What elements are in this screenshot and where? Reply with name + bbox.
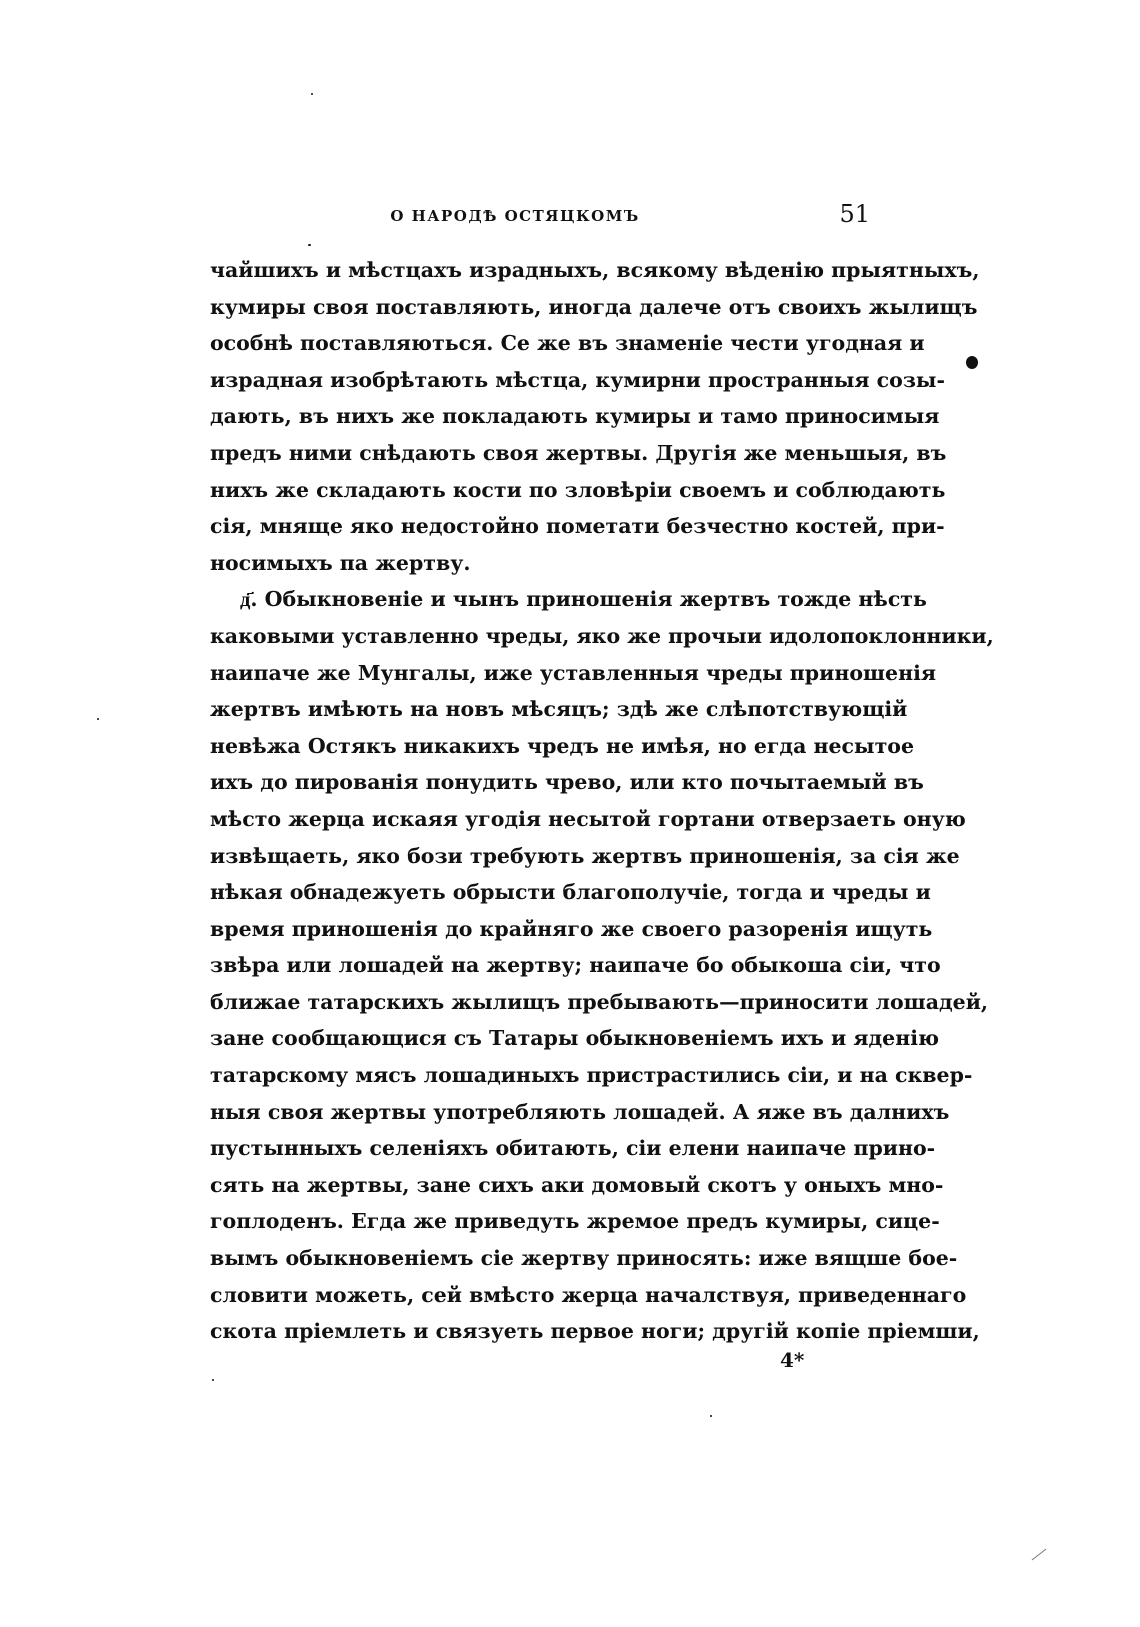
text-line: предъ ними снѣдають своя жертвы. Другія же меньшыя, въ [210,440,947,465]
text-line: извѣщаеть, яко бози требують жертвъ приношенія, за сія же [210,843,960,868]
text-line: татарскому мясъ лошадиныхъ пристрастились сіи, и на сквер- [210,1063,973,1088]
text-line: ныя своя жертвы употребляють лошадей. А яже въ далнихъ [210,1099,950,1124]
text-line: скота пріемлеть и связуеть первое ноги; другій копіе пріемши, [210,1319,980,1344]
dust-speck [97,718,99,720]
text-line: мѣсто жерца искаяя угодія несытой гортани отверзаеть оную [210,806,966,831]
text-line: гоплоденъ. Егда же приведуть жремое предъ кумиры, сице- [210,1209,940,1234]
dust-speck [710,1415,712,1417]
text-line: носимыхъ па жертву. [210,550,471,575]
text-line: зане сообщающися съ Татары обыкновеніемъ ихъ и яденію [210,1026,940,1051]
text-line: ихъ до пированія понудить чрево, или кто почытаемый въ [210,770,924,795]
signature-mark: 4* [780,1348,805,1372]
text-line: дають, въ нихъ же покладають кумиры и тамо приносимыя [210,404,940,429]
paragraph-start-line: д҃. Обыкновеніе и чынъ приношенія жертвъ тожде нѣсть [240,587,927,612]
text-line: израдная изобрѣтають мѣстца, кумирни пространныя созы- [210,367,945,392]
text-line: наипаче же Мунгалы, иже уставленныя чреды приношенія [210,660,937,685]
dust-speck [212,1379,214,1381]
text-line: вымъ обыкновеніемъ сіе жертву приносять: иже вящше бое- [210,1246,958,1271]
text-line: кумиры своя поставляють, иногда далече отъ своихъ жылищъ [210,294,978,319]
body-text [210,252,994,1350]
text-line: чайшихъ и мѣстцахъ израдныхъ, всякому вѣденію прыятныхъ, [210,258,980,282]
page-number: 51 [839,200,870,228]
ink-blot [966,356,978,369]
text-line: время приношенія до крайняго же своего разоренія ищуть [210,916,933,941]
text-line: нѣкая обнадежуеть обрысти благополучіе, тогда и чреды и [210,880,931,905]
text-line: жертвъ имѣють на новъ мѣсяцъ; здѣ же слѣпотствующій [210,697,908,722]
page-scratch [1032,1549,1047,1561]
text-line: нихъ же складають кости по зловѣріи своемъ и соблюдають [210,477,946,502]
text-line: звѣра или лошадей на жертву; наипаче бо обыкоша сіи, что [210,953,941,978]
text-line: пустынныхъ селеніяхъ обитають, сіи елени наипаче прино- [210,1136,936,1161]
dust-speck [311,93,313,95]
dust-speck [308,244,311,246]
running-title: О НАРОДѢ ОСТЯЦКОМЪ [390,207,640,225]
text-line: сія, мняще яко недостойно пометати безчестно костей, при- [210,514,945,539]
text-line: невѣжа Остякъ никакихъ чредъ не имѣя, но егда несытое [210,733,915,758]
text-line: сять на жертвы, зане сихъ аки домовый скотъ у оныхъ мно- [210,1172,944,1197]
text-line: каковыми уставленно чреды, яко же прочыи идолопоклонники, [210,623,994,648]
text-line: особнѣ поставляються. Се же въ знаменіе чести угодная и [210,331,925,356]
text-line: словити можеть, сей вмѣсто жерца началствуя, приведеннаго [210,1282,967,1307]
text-line: ближае татарскихъ жылищъ пребывають—приносити лошадей, [210,989,989,1014]
